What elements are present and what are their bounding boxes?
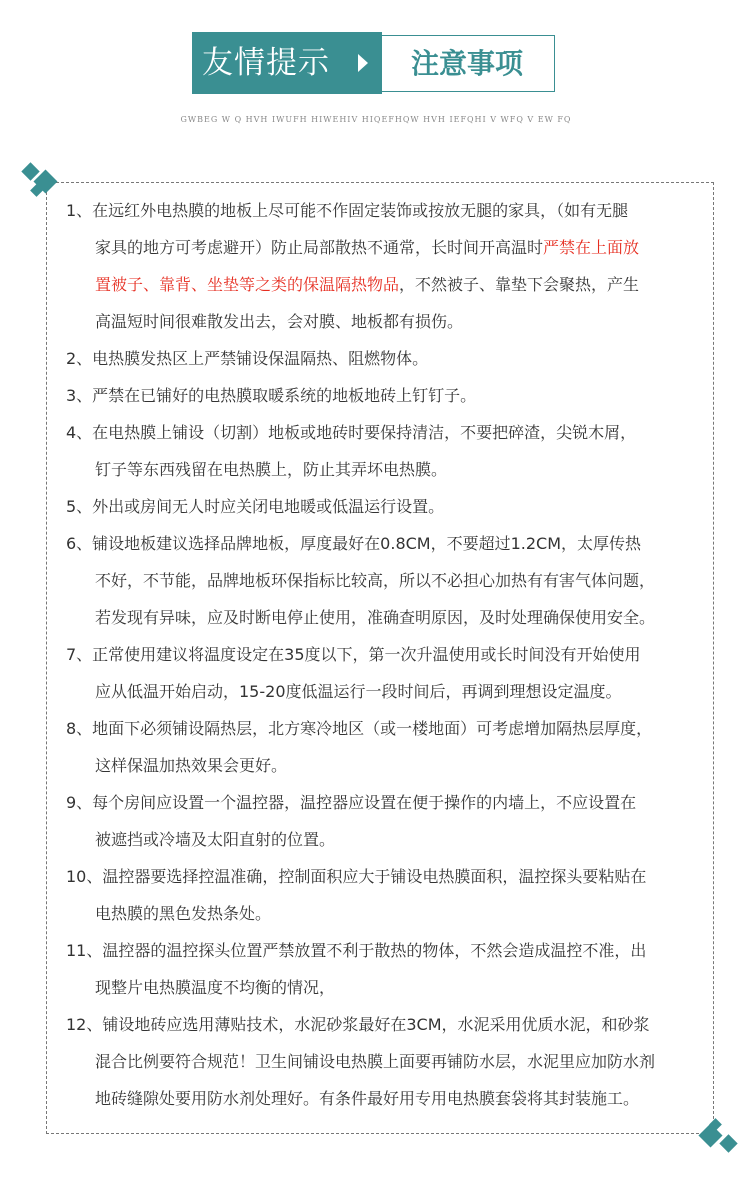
list-item	[66, 377, 716, 414]
item-line: 若发现有异味，应及时断电停止使用，准确查明原因，及时处理确保使用安全。	[95, 608, 656, 627]
item-line: 这样保温加热效果会更好。	[95, 756, 288, 775]
item-line: 现整片电热膜温度不均衡的情况，	[95, 978, 336, 997]
item-line: 应从低温开始启动，15-20度低温运行一段时间后，再调到理想设定温度。	[95, 682, 622, 701]
item-line: 9、每个房间应设置一个温控器，温控器应设置在便于操作的内墙上，不应设置在	[66, 793, 637, 812]
list-item	[66, 340, 716, 377]
item-line	[66, 229, 716, 266]
list-item	[66, 710, 716, 784]
item-text: 家具的地方可考虑避开）防止局部散热不通常，长时间开高温时	[95, 238, 544, 257]
item-line: 8、地面下必须铺设隔热层，北方寒冷地区（或一楼地面）可考虑增加隔热层厚度，	[66, 719, 653, 738]
item-line: 钉子等东西残留在电热膜上，防止其弄坏电热膜。	[95, 460, 448, 479]
item-line: 4、在电热膜上铺设（切割）地板或地砖时要保持清洁，不要把碎渣，尖锐木屑，	[66, 423, 637, 442]
warning-text: 严禁在上面放	[543, 238, 640, 257]
list-item	[66, 858, 716, 932]
notice-list	[66, 192, 716, 1117]
item-line: 电热膜的黑色发热条处。	[95, 904, 272, 923]
list-item	[66, 1006, 716, 1117]
diamond-icon	[719, 1134, 737, 1152]
list-item	[66, 932, 716, 1006]
arrow-right-icon	[358, 54, 368, 72]
item-line: 3、严禁在已铺好的电热膜取暖系统的地板地砖上钉钉子。	[66, 386, 477, 405]
item-line: 高温短时间很难散发出去，会对膜、地板都有损伤。	[95, 312, 464, 331]
item-text: ，不然被子、靠垫下会聚热，产生	[399, 275, 640, 294]
item-line: 2、电热膜发热区上严禁铺设保温隔热、阻燃物体。	[66, 349, 429, 368]
list-item	[66, 784, 716, 858]
item-line: 1、在远红外电热膜的地板上尽可能不作固定装饰或按放无腿的家具，（如有无腿	[66, 201, 629, 220]
item-line: 地砖缝隙处要用防水剂处理好。有条件最好用专用电热膜套袋将其封装施工。	[95, 1089, 640, 1108]
item-line: 7、正常使用建议将温度设定在35度以下，第一次升温使用或长时间没有开始使用	[66, 645, 641, 664]
item-line: 5、外出或房间无人时应关闭电地暖或低温运行设置。	[66, 497, 445, 516]
item-line: 10、温控器要选择控温准确，控制面积应大于铺设电热膜面积，温控探头要粘贴在	[66, 867, 647, 886]
item-line: 6、铺设地板建议选择品牌地板，厚度最好在0.8CM，不要超过1.2CM，太厚传热	[66, 534, 642, 553]
item-line: 不好，不节能，品牌地板环保指标比较高，所以不必担心加热有有害气体问题，	[95, 571, 656, 590]
decorative-subline: GWBEG W Q HVH IWUFH HIWEHIV HIQEFHQW HVH IEFQHI V WFQ V EW FQ	[180, 115, 572, 124]
item-line: 12、铺设地砖应选用薄贴技术，水泥砂浆最好在3CM，水泥采用优质水泥，和砂浆	[66, 1015, 650, 1034]
warning-text: 置被子、靠背、坐垫等之类的保温隔热物品	[95, 275, 400, 294]
list-item	[66, 488, 716, 525]
item-line: 混合比例要符合规范！卫生间铺设电热膜上面要再铺防水层，水泥里应加防水剂	[95, 1052, 656, 1071]
item-line: 被遮挡或冷墙及太阳直射的位置。	[95, 830, 336, 849]
header-banner	[192, 32, 556, 94]
list-item	[66, 525, 716, 636]
notice-title: 注意事项	[380, 35, 555, 92]
list-item	[66, 192, 716, 340]
friendly-tip-title: 友情提示	[192, 32, 382, 94]
item-line: 11、温控器的温控探头位置严禁放置不利于散热的物体，不然会造成温控不准，出	[66, 941, 647, 960]
item-line	[66, 266, 716, 303]
list-item	[66, 414, 716, 488]
list-item	[66, 636, 716, 710]
